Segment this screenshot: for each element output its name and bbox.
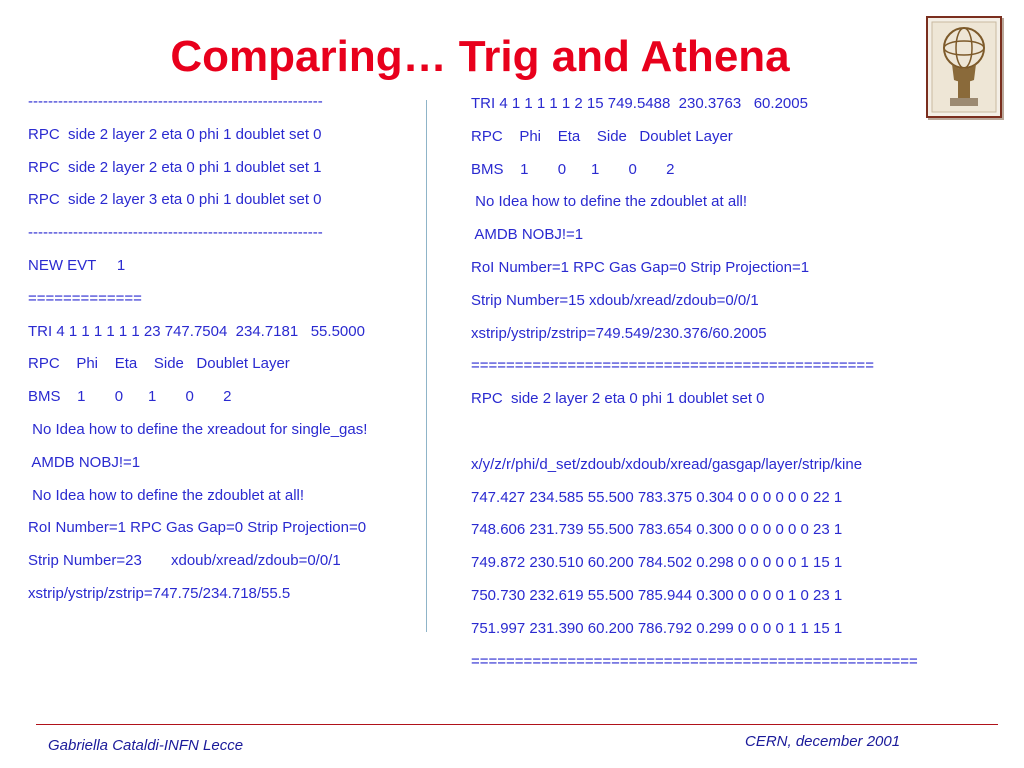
text-line: 749.872 230.510 60.200 784.502 0.298 0 0 0 0 0 1 15 1 <box>471 554 843 572</box>
text-line: Strip Number=23 xdoub/xread/zdoub=0/0/1 <box>28 552 341 570</box>
text-line <box>471 416 918 449</box>
text-line: 747.427 234.585 55.500 783.375 0.304 0 0 0 0 0 0 22 1 <box>471 488 843 506</box>
text-line: xstrip/ystrip/zstrip=749.549/230.376/60.2005 <box>471 324 767 342</box>
column-divider <box>426 100 427 632</box>
text-line: ============================================== <box>471 357 874 375</box>
text-line: TRI 4 1 1 1 1 1 1 23 747.7504 234.7181 55.5000 <box>28 322 365 340</box>
slide-title: Comparing… Trig and Athena <box>170 32 790 81</box>
text-line: ----------------------------------------------------------- <box>28 93 323 110</box>
text-line: =================================================== <box>471 652 918 670</box>
text-line: ----------------------------------------------------------- <box>28 224 323 242</box>
footer-location-date: CERN, december 2001 <box>745 733 901 750</box>
atlas-statue-logo <box>926 16 1002 118</box>
text-line: No Idea how to define the zdoublet at all! <box>471 193 748 211</box>
text-line: AMDB NOBJ!=1 <box>28 453 141 471</box>
text-line: RPC side 2 layer 2 eta 0 phi 1 doublet set 1 <box>28 158 322 176</box>
text-line: 750.730 232.619 55.500 785.944 0.300 0 0 0 0 1 0 23 1 <box>471 586 843 604</box>
text-line: RoI Number=1 RPC Gas Gap=0 Strip Projection=0 <box>28 519 367 537</box>
text-line: ============= <box>28 289 142 307</box>
text-line: No Idea how to define the xreadout for single_gas! <box>28 420 368 438</box>
text-line: RPC side 2 layer 2 eta 0 phi 1 doublet set 0 <box>28 125 322 143</box>
text-line: RPC Phi Eta Side Doublet Layer <box>471 127 733 145</box>
text-line: RPC side 2 layer 2 eta 0 phi 1 doublet set 0 <box>471 390 765 408</box>
text-line: 751.997 231.390 60.200 786.792 0.299 0 0 0 0 1 1 15 1 <box>471 619 843 637</box>
text-line: No Idea how to define the zdoublet at all! <box>28 486 305 504</box>
text-line: 748.606 231.739 55.500 783.654 0.300 0 0 0 0 0 0 23 1 <box>471 521 843 539</box>
right-output-column <box>471 88 918 678</box>
text-line: RPC side 2 layer 3 eta 0 phi 1 doublet set 0 <box>28 191 322 209</box>
text-line: RPC Phi Eta Side Doublet Layer <box>28 355 290 373</box>
text-line: NEW EVT 1 <box>28 256 126 274</box>
text-line: xstrip/ystrip/zstrip=747.75/234.718/55.5 <box>28 584 291 602</box>
left-output-column <box>28 86 367 611</box>
atlas-statue-icon <box>928 18 1000 116</box>
text-line: TRI 4 1 1 1 1 1 2 15 749.5488 230.3763 60.2005 <box>471 95 808 112</box>
text-line: BMS 1 0 1 0 2 <box>471 160 675 178</box>
text-line: BMS 1 0 1 0 2 <box>28 388 232 406</box>
text-line: RoI Number=1 RPC Gas Gap=0 Strip Projection=1 <box>471 258 810 276</box>
footer-rule <box>36 724 998 725</box>
text-line: x/y/z/r/phi/d_set/zdoub/xdoub/xread/gasgap/layer/strip/kine <box>471 455 863 473</box>
footer-author: Gabriella Cataldi-INFN Lecce <box>48 737 244 754</box>
text-line: Strip Number=15 xdoub/xread/zdoub=0/0/1 <box>471 291 759 309</box>
text-line: AMDB NOBJ!=1 <box>471 226 584 244</box>
